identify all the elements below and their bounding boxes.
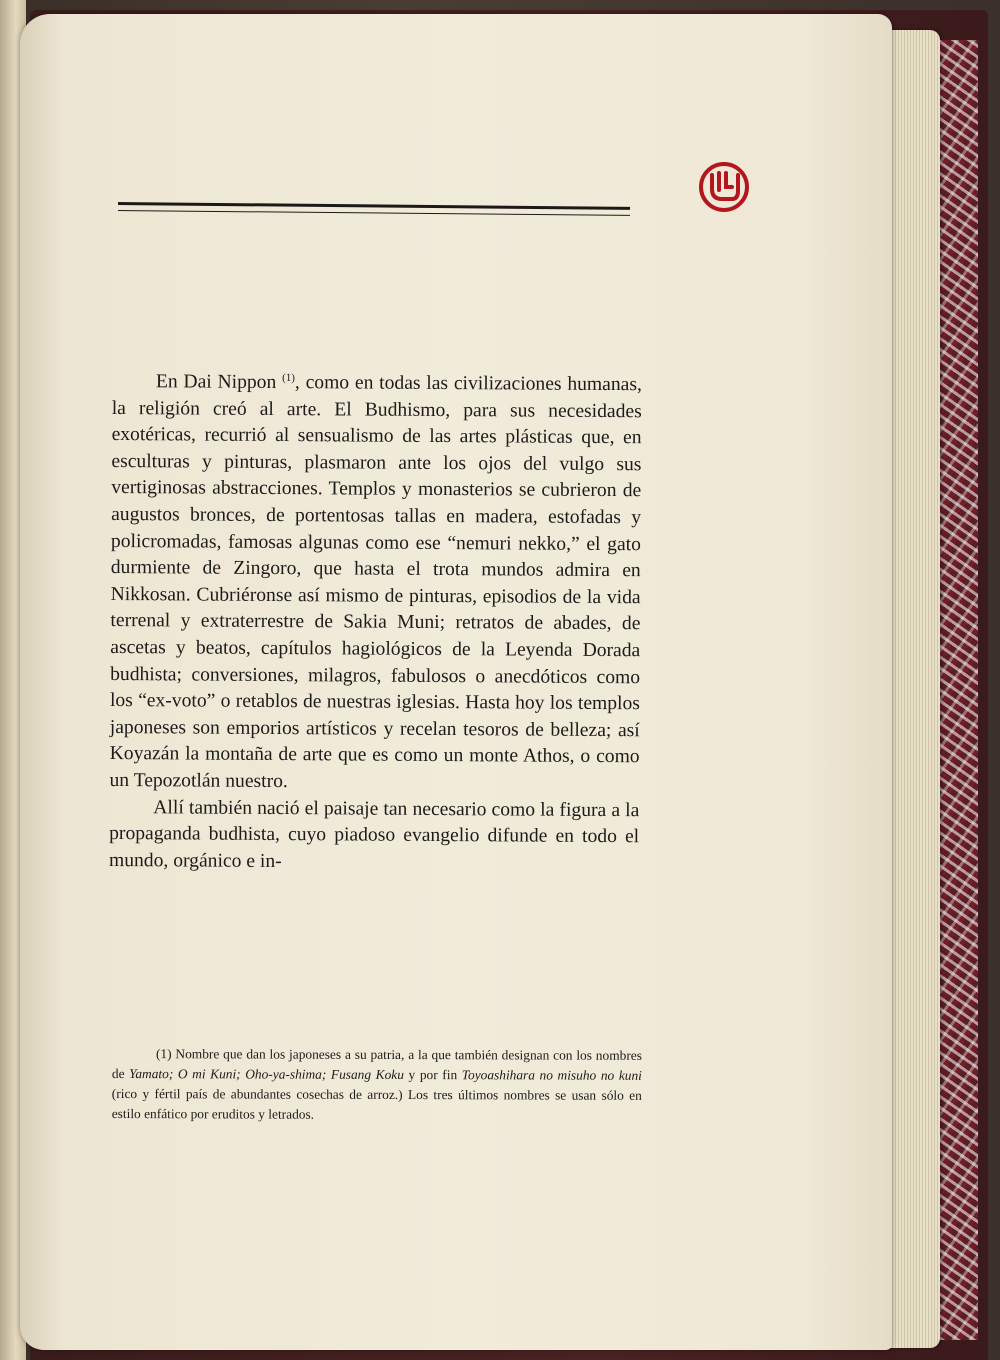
footnote-reference[interactable]: (1)	[282, 372, 295, 385]
footnote-number: (1)	[155, 1046, 172, 1062]
footnote-text-part1: Nombre que dan los japoneses a su patria, a la que también designan con los nombres de	[111, 1046, 642, 1082]
paragraph-1-rest: , como en todas las civilizaciones humanas, la religión creó al arte. El Budhismo, para sus necesidades exotéricas, recurrió al sensualismo de las artes plásticas que, en esculturas y pinturas, plasmaron ante los ojos del vulgo sus vertiginosas abstracciones. Templos y monasterios se cubrieron de augustos bronces, de portentosas tallas en madera, estofadas y policromadas, famosas algunas como ese “nemuri nekko,” el gato durmiente de Zingoro, que hasta el trota mundos admira en Nikkosan. Cubriéronse así mismo de pinturas, episodios de la vida terrenal y extraterrestre de Sakia Muni; retratos de abades, de ascetas y beatos, capítulos hagiológicos de la Leyenda Dorada budhista; conversiones, milagros, fabulosos o anecdóticos como los “ex-voto” o retablos de nuestras iglesias. Hasta hoy los templos japoneses son emporios artísticos y recelan tesoros de belleza; así Koyazán la montaña de arte que es como un monte Athos, o como un Tepozotlán nuestro.	[109, 372, 642, 792]
paragraph-2: Allí también nació el paisaje tan necesario como la figura a la propaganda budhista, cuyo piadoso evangelio difunde en todo el mundo, orgánico e in-	[108, 796, 640, 872]
book-page	[20, 14, 892, 1350]
paragraph-1-start: En Dai Nippon	[155, 371, 277, 394]
footnote-text-part2: y por fin	[408, 1067, 458, 1083]
footnote-text-part3: (rico y fértil país de abundantes cosechas de arroz.) Los tres últimos nombres se usan sólo en estilo enfático por eruditos y letrados.	[111, 1085, 642, 1122]
body-text	[109, 369, 642, 878]
marbled-endpaper	[938, 40, 978, 1340]
footnote-names-italic: Yamato; O mi Kuni; Oho-ya-shima; Fusang Koku	[129, 1066, 404, 1083]
chapter-rule-thick	[118, 202, 630, 210]
red-seal-icon	[696, 159, 752, 215]
paragraph-1	[109, 369, 642, 798]
footnote	[112, 1044, 642, 1126]
footnote-final-name-italic: Toyoashihara no misuho no kuni	[461, 1067, 642, 1083]
chapter-rule-thin	[118, 210, 630, 216]
